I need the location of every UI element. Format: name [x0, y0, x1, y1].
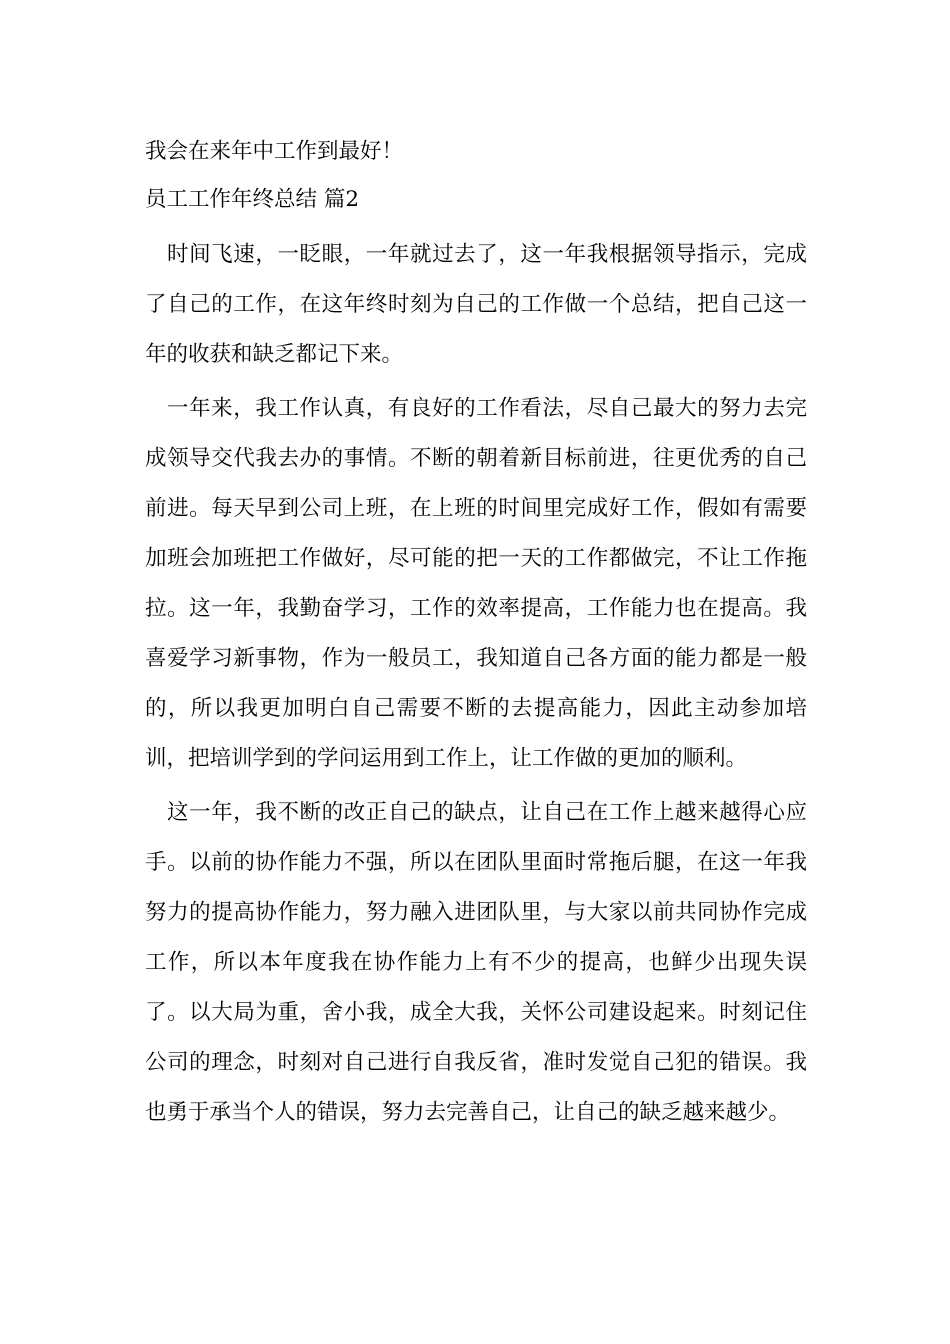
section-title: 员工工作年终总结 篇2	[145, 187, 360, 212]
paragraph-1: 时间飞速，一眨眼，一年就过去了，这一年我根据领导指示，完成了自己的工作，在这年终时刻为自己的工作做一个总结，把自己这一年的收获和缺乏都记下来。	[145, 242, 807, 367]
paragraph-2: 一年来，我工作认真，有良好的工作看法，尽自己最大的努力去完成领导交代我去办的事情。不断的朝着新目标前进，往更优秀的自己前进。每天早到公司上班，在上班的时间里完成好工作，假如有需要加班会加班把工作做好，尽可能的把一天的工作都做完，不让工作拖拉。这一年，我勤奋学习，工作的效率提高，工作能力也在提高。我喜爱学习新事物，作为一般员工，我知道自己各方面的能力都是一般的，所以我更加明白自己需要不断的去提高能力，因此主动参加培训，把培训学到的学问运用到工作上，让工作做的更加的顺利。	[145, 396, 807, 771]
paragraph-3: 这一年，我不断的改正自己的缺点，让自己在工作上越来越得心应手。以前的协作能力不强，所以在团队里面时常拖后腿，在这一年我努力的提高协作能力，努力融入进团队里，与大家以前共同协作完成工作，所以本年度我在协作能力上有不少的提高，也鲜少出现失误了。以大局为重，舍小我，成全大我，关怀公司建设起来。时刻记住公司的理念，时刻对自己进行自我反省，准时发觉自己犯的错误。我也勇于承当个人的错误，努力去完善自己，让自己的缺乏越来越少。	[145, 800, 807, 1125]
opening-line: 我会在来年中工作到最好！	[145, 139, 404, 164]
document-page	[145, 128, 807, 1142]
